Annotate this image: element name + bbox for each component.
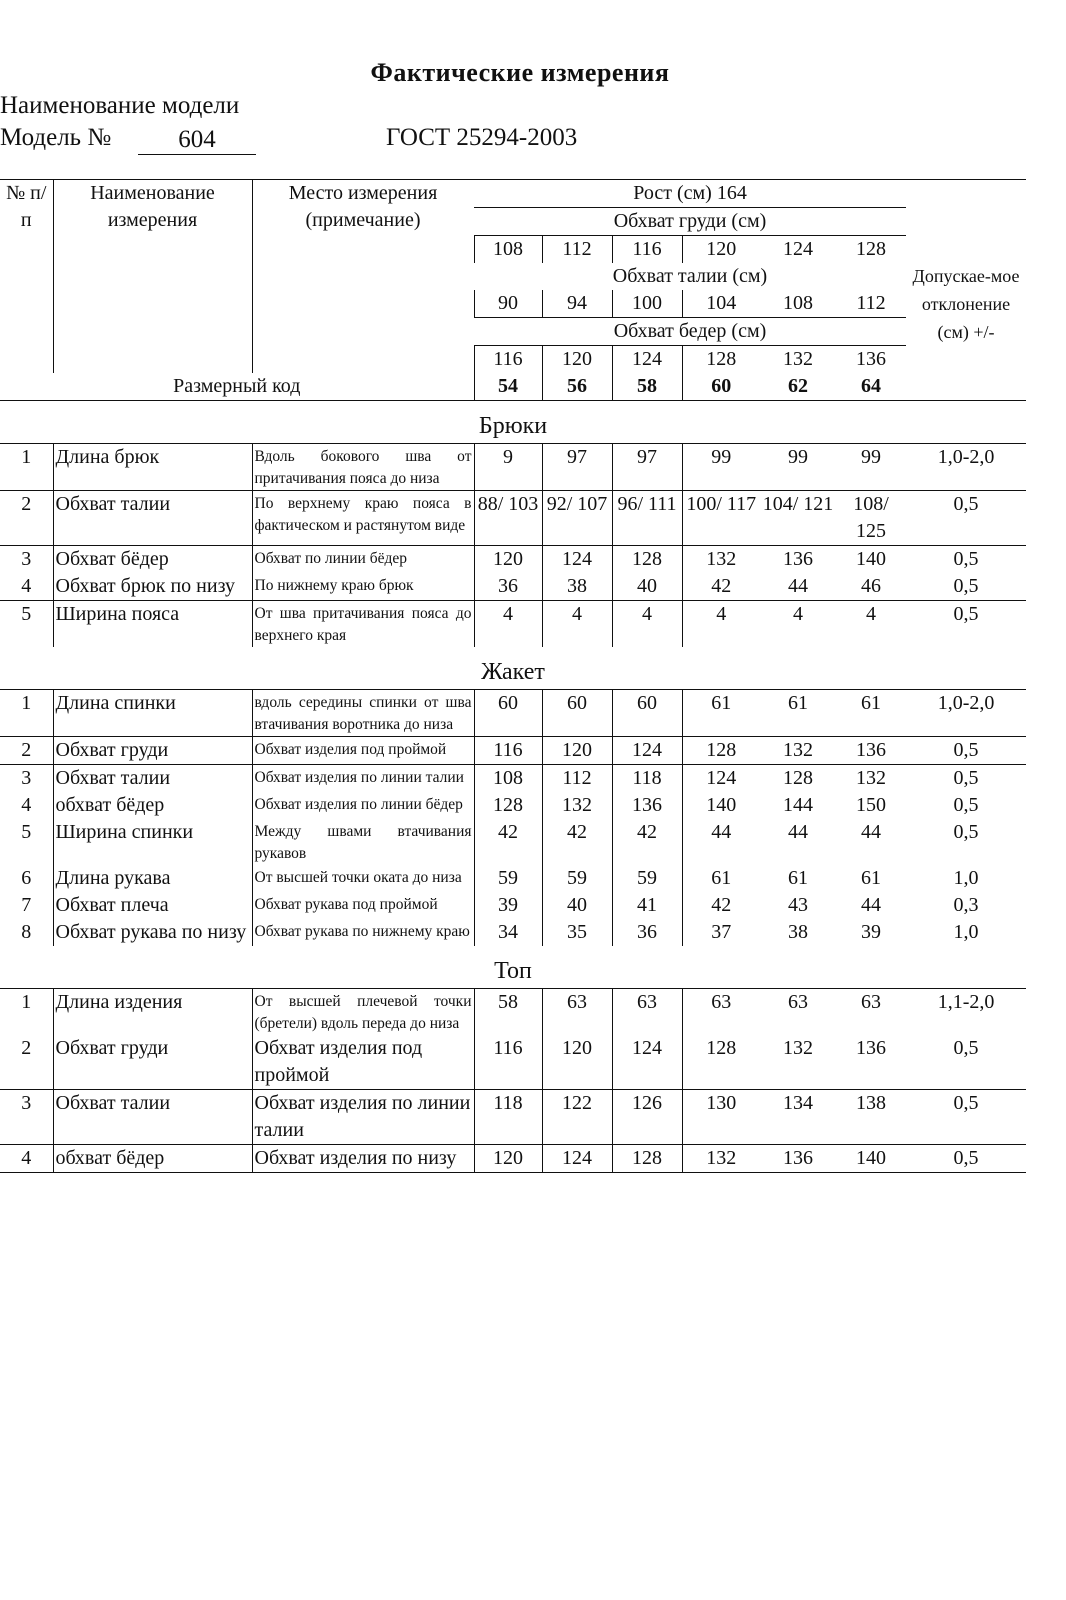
header-row-height xyxy=(0,180,1026,208)
size-value-6: 61 xyxy=(836,690,906,737)
size-value-3: 118 xyxy=(612,765,682,793)
size-value-2: 132 xyxy=(542,792,612,819)
model-number-label: Модель № xyxy=(0,124,112,151)
size-value-1: 4 xyxy=(474,601,542,648)
section-title: Брюки xyxy=(478,413,548,439)
row-number: 7 xyxy=(21,894,32,916)
size-value-3: 136 xyxy=(612,792,682,819)
size-value-3: 97 xyxy=(612,444,682,491)
size-value-2: 124 xyxy=(542,546,612,574)
hips-value-4: 128 xyxy=(682,346,760,374)
row-number: 1 xyxy=(0,989,53,1036)
table-row xyxy=(0,1090,1026,1145)
size-code-1: 54 xyxy=(474,373,542,401)
size-value-3: 124 xyxy=(612,1035,682,1090)
measurement-place: Обхват по линии бёдер xyxy=(252,546,474,574)
tolerance-value: 1,0 xyxy=(953,867,979,889)
measurement-place: вдоль середины спинки от шва втачивания воротника до низа xyxy=(252,690,474,737)
size-value-4: 42 xyxy=(682,573,760,601)
waist-value-3: 100 xyxy=(612,290,682,318)
size-value-4: 61 xyxy=(682,865,760,892)
size-value-5: 61 xyxy=(760,690,836,737)
hips-label: Обхват бедер (см) xyxy=(474,318,906,346)
measurement-name: Обхват талии xyxy=(53,1090,252,1145)
tolerance-value: 0,5 xyxy=(906,1145,1026,1173)
size-value-2: 97 xyxy=(542,444,612,491)
size-value-5: 44 xyxy=(760,573,836,601)
tolerance-value: 0,5 xyxy=(953,548,979,570)
size-value-5: 132 xyxy=(760,1035,836,1090)
size-value-1: 116 xyxy=(474,737,542,765)
tolerance-value: 0,5 xyxy=(953,794,979,816)
size-code-row xyxy=(0,373,1026,401)
size-value-2: 92/ 107 xyxy=(542,491,612,546)
header-num: № п/ п xyxy=(0,180,53,374)
tolerance-value: 0,5 xyxy=(953,767,979,789)
section-row-3 xyxy=(0,946,1026,989)
size-value-5: 104/ 121 xyxy=(760,491,836,546)
size-value-6: 138 xyxy=(836,1090,906,1145)
measurement-place: По верхнему краю пояса в фактическом и растянутом виде xyxy=(252,491,474,546)
waist-value-2: 94 xyxy=(542,290,612,318)
measurement-place: Обхват рукава под проймой xyxy=(252,892,474,919)
size-value-5: 63 xyxy=(760,989,836,1036)
size-value-2: 4 xyxy=(542,601,612,648)
measurement-place: Обхват изделия по линии бёдер xyxy=(252,792,474,819)
size-value-3: 124 xyxy=(612,737,682,765)
tolerance-value: 1,0-2,0 xyxy=(906,690,1026,737)
measurement-name: Длина издения xyxy=(53,989,252,1036)
table-row xyxy=(0,444,1026,491)
table-row xyxy=(0,892,1026,919)
size-value-1: 58 xyxy=(474,989,542,1036)
size-value-6: 63 xyxy=(836,989,906,1036)
size-value-6: 132 xyxy=(856,767,887,789)
table-row xyxy=(0,792,1026,819)
size-value-5: 43 xyxy=(788,894,808,916)
size-value-4: 4 xyxy=(682,601,760,648)
size-value-1: 118 xyxy=(474,1090,542,1145)
row-number: 5 xyxy=(21,821,32,843)
size-value-4: 140 xyxy=(682,792,760,819)
size-value-3: 128 xyxy=(612,1145,682,1173)
tolerance-value: 0,3 xyxy=(953,894,979,916)
size-value-1: 39 xyxy=(474,892,542,919)
waist-value-5: 108 xyxy=(760,290,836,318)
size-value-6: 108/ 125 xyxy=(836,491,906,546)
size-value-3: 63 xyxy=(612,989,682,1036)
row-number: 3 xyxy=(21,548,32,570)
size-value-6: 136 xyxy=(836,737,906,765)
section-row-2 xyxy=(0,647,1026,690)
size-value-6: 140 xyxy=(856,548,887,570)
size-value-5: 61 xyxy=(788,867,808,889)
hips-value-2: 120 xyxy=(542,346,612,374)
gost-standard: ГОСТ 25294-2003 xyxy=(386,124,578,151)
size-value-6: 136 xyxy=(836,1035,906,1090)
size-value-5: 136 xyxy=(760,1145,836,1173)
hips-value-3: 124 xyxy=(612,346,682,374)
tolerance-value: 0,5 xyxy=(906,1035,1026,1090)
size-value-1: 108 xyxy=(474,765,542,793)
size-value-4: 100/ 117 xyxy=(682,491,760,546)
row-number: 4 xyxy=(21,794,32,816)
header-place: Место измерения (примечание) xyxy=(252,180,474,374)
measurement-place: От высшей плечевой точки (бретели) вдоль переда до низа xyxy=(252,989,474,1036)
size-code-allowance-blank xyxy=(906,373,1026,401)
tolerance-value: 1,0-2,0 xyxy=(906,444,1026,491)
size-value-4: 37 xyxy=(682,919,760,946)
size-value-1: 59 xyxy=(474,865,542,892)
size-value-4: 128 xyxy=(682,1035,760,1090)
size-value-3: 41 xyxy=(612,892,682,919)
measurement-name: Обхват груди xyxy=(53,1035,252,1090)
measurement-name: Длина спинки xyxy=(53,690,252,737)
tolerance-value: 1,1-2,0 xyxy=(906,989,1026,1036)
tolerance-value: 0,5 xyxy=(906,491,1026,546)
size-value-2: 120 xyxy=(542,1035,612,1090)
size-value-4: 63 xyxy=(682,989,760,1036)
row-number: 1 xyxy=(0,690,53,737)
measurement-place: От шва притачивания пояса до верхнего края xyxy=(252,601,474,648)
size-value-2: 122 xyxy=(542,1090,612,1145)
size-value-1: 88/ 103 xyxy=(474,491,542,546)
size-value-6: 44 xyxy=(861,894,882,916)
size-value-5: 38 xyxy=(788,921,808,943)
size-value-2: 38 xyxy=(542,573,612,601)
measurement-place: Обхват изделия под проймой xyxy=(252,737,474,765)
size-value-6: 46 xyxy=(836,573,906,601)
model-name-label: Наименование модели xyxy=(0,92,240,119)
hips-value-5: 132 xyxy=(783,348,813,370)
size-value-3: 4 xyxy=(612,601,682,648)
measurements-table xyxy=(0,179,1026,1173)
chest-value-4: 120 xyxy=(682,236,760,264)
size-value-2: 59 xyxy=(542,865,612,892)
measurement-name: Обхват бёдер xyxy=(53,546,252,574)
table-row xyxy=(0,1145,1026,1173)
hips-value-1: 116 xyxy=(474,346,542,374)
chest-value-1: 108 xyxy=(474,236,542,264)
row-number: 4 xyxy=(0,573,53,601)
waist-value-6: 112 xyxy=(836,290,906,318)
size-value-1: 120 xyxy=(474,546,542,574)
size-value-2: 42 xyxy=(542,819,612,865)
size-value-5: 99 xyxy=(760,444,836,491)
size-value-2: 120 xyxy=(542,737,612,765)
size-value-4: 44 xyxy=(682,819,760,865)
size-value-3: 96/ 111 xyxy=(612,491,682,546)
header-allowance: Допускае-мое отклонение (см) +/- xyxy=(912,266,1020,343)
size-value-1: 42 xyxy=(474,819,542,865)
measurement-place: Между швами втачивания рукавов xyxy=(252,819,474,865)
size-value-6: 150 xyxy=(856,794,887,816)
tolerance-value: 0,5 xyxy=(906,737,1026,765)
size-value-4: 42 xyxy=(682,892,760,919)
measurement-name: обхват бёдер xyxy=(53,792,252,819)
tolerance-value: 0,5 xyxy=(953,603,979,625)
size-value-3: 59 xyxy=(612,865,682,892)
height-label: Рост (см) 164 xyxy=(474,180,906,208)
chest-value-2: 112 xyxy=(542,236,612,264)
measurement-name: Обхват талии xyxy=(53,491,252,546)
hips-value-6: 136 xyxy=(856,348,887,370)
size-value-5: 144 xyxy=(783,794,813,816)
size-value-1: 34 xyxy=(474,919,542,946)
table-row xyxy=(0,690,1026,737)
size-value-4: 61 xyxy=(682,690,760,737)
size-value-1: 36 xyxy=(474,573,542,601)
row-number: 3 xyxy=(0,1090,53,1145)
measurement-name: Ширина спинки xyxy=(53,819,252,865)
size-value-3: 42 xyxy=(612,819,682,865)
measurement-name: Обхват талии xyxy=(53,765,252,793)
measurement-place: Обхват изделия по линии талии xyxy=(252,1090,474,1145)
header-name: Наименование измерения xyxy=(53,180,252,374)
measurement-place: От высшей точки оката до низа xyxy=(252,865,474,892)
size-value-2: 60 xyxy=(542,690,612,737)
row-number: 4 xyxy=(0,1145,53,1173)
size-value-1: 128 xyxy=(474,792,542,819)
chest-label: Обхват груди (см) xyxy=(474,208,906,236)
measurement-name: Обхват брюк по низу xyxy=(53,573,252,601)
size-value-3: 36 xyxy=(612,919,682,946)
size-value-4: 128 xyxy=(682,737,760,765)
size-value-3: 60 xyxy=(612,690,682,737)
table-row xyxy=(0,601,1026,648)
chest-value-3: 116 xyxy=(612,236,682,264)
table-row xyxy=(0,919,1026,946)
measurement-name: Длина рукава xyxy=(53,865,252,892)
row-number: 6 xyxy=(21,867,32,889)
measurement-place: Обхват рукава по нижнему краю xyxy=(252,919,474,946)
size-value-5: 132 xyxy=(760,737,836,765)
row-number: 5 xyxy=(21,603,32,625)
table-row xyxy=(0,491,1026,546)
table-row xyxy=(0,737,1026,765)
table-row xyxy=(0,546,1026,574)
tolerance-value: 0,5 xyxy=(953,821,979,843)
size-value-4: 99 xyxy=(682,444,760,491)
size-value-6: 61 xyxy=(861,867,882,889)
document-title: Фактические измерения xyxy=(370,58,670,87)
section-row-1 xyxy=(0,401,1026,444)
size-value-1: 60 xyxy=(474,690,542,737)
row-number: 2 xyxy=(0,1035,53,1090)
size-code-3: 58 xyxy=(612,373,682,401)
size-value-6: 4 xyxy=(866,603,877,625)
size-value-2: 35 xyxy=(542,919,612,946)
size-value-6: 44 xyxy=(861,821,882,843)
size-code-2: 56 xyxy=(542,373,612,401)
size-code-5: 62 xyxy=(760,373,836,401)
size-value-4: 130 xyxy=(682,1090,760,1145)
row-number: 2 xyxy=(0,737,53,765)
size-value-2: 63 xyxy=(542,989,612,1036)
size-code-4: 60 xyxy=(682,373,760,401)
size-value-3: 40 xyxy=(612,573,682,601)
size-value-6: 39 xyxy=(861,921,882,943)
measurement-place: Обхват изделия под проймой xyxy=(252,1035,474,1090)
waist-value-4: 104 xyxy=(682,290,760,318)
measurement-name: Обхват груди xyxy=(53,737,252,765)
table-row xyxy=(0,989,1026,1036)
section-title: Жакет xyxy=(481,659,545,685)
measurement-name: Обхват рукава по низу xyxy=(53,919,252,946)
section-title: Топ xyxy=(494,958,532,984)
size-value-6: 99 xyxy=(836,444,906,491)
size-value-5: 4 xyxy=(793,603,803,625)
size-value-1: 116 xyxy=(474,1035,542,1090)
size-code-6: 64 xyxy=(836,373,906,401)
waist-value-1: 90 xyxy=(474,290,542,318)
measurement-name: Обхват плеча xyxy=(53,892,252,919)
size-value-5: 44 xyxy=(788,821,808,843)
tolerance-value: 0,5 xyxy=(906,1090,1026,1145)
table-row xyxy=(0,865,1026,892)
row-number: 3 xyxy=(21,767,32,789)
table-row xyxy=(0,1035,1026,1090)
size-value-4: 132 xyxy=(682,1145,760,1173)
size-value-3: 126 xyxy=(612,1090,682,1145)
size-value-2: 112 xyxy=(542,765,612,793)
measurement-place: Обхват изделия по низу xyxy=(252,1145,474,1173)
measurement-name: обхват бёдер xyxy=(53,1145,252,1173)
size-value-6: 140 xyxy=(836,1145,906,1173)
size-code-label: Размерный код xyxy=(0,373,474,401)
chest-value-5: 124 xyxy=(783,238,813,260)
size-value-2: 124 xyxy=(542,1145,612,1173)
table-row xyxy=(0,573,1026,601)
tolerance-value: 0,5 xyxy=(906,573,1026,601)
table-row xyxy=(0,765,1026,793)
size-value-5: 134 xyxy=(760,1090,836,1145)
table-row xyxy=(0,819,1026,865)
size-value-1: 120 xyxy=(474,1145,542,1173)
chest-value-6: 128 xyxy=(856,238,887,260)
size-value-4: 124 xyxy=(682,765,760,793)
model-number: 604 xyxy=(138,126,256,155)
row-number: 1 xyxy=(0,444,53,491)
size-value-2: 40 xyxy=(542,892,612,919)
measurement-place: Вдоль бокового шва от притачивания пояса до низа xyxy=(252,444,474,491)
measurement-name: Длина брюк xyxy=(53,444,252,491)
size-value-4: 132 xyxy=(682,546,760,574)
measurement-place: По нижнему краю брюк xyxy=(252,573,474,601)
measurement-name: Ширина пояса xyxy=(53,601,252,648)
size-value-1: 9 xyxy=(474,444,542,491)
row-number: 2 xyxy=(0,491,53,546)
measurement-place: Обхват изделия по линии талии xyxy=(252,765,474,793)
size-value-5: 136 xyxy=(783,548,813,570)
size-value-3: 128 xyxy=(612,546,682,574)
row-number: 8 xyxy=(21,921,32,943)
tolerance-value: 1,0 xyxy=(953,921,979,943)
size-value-5: 128 xyxy=(783,767,813,789)
waist-label: Обхват талии (см) xyxy=(612,265,768,287)
